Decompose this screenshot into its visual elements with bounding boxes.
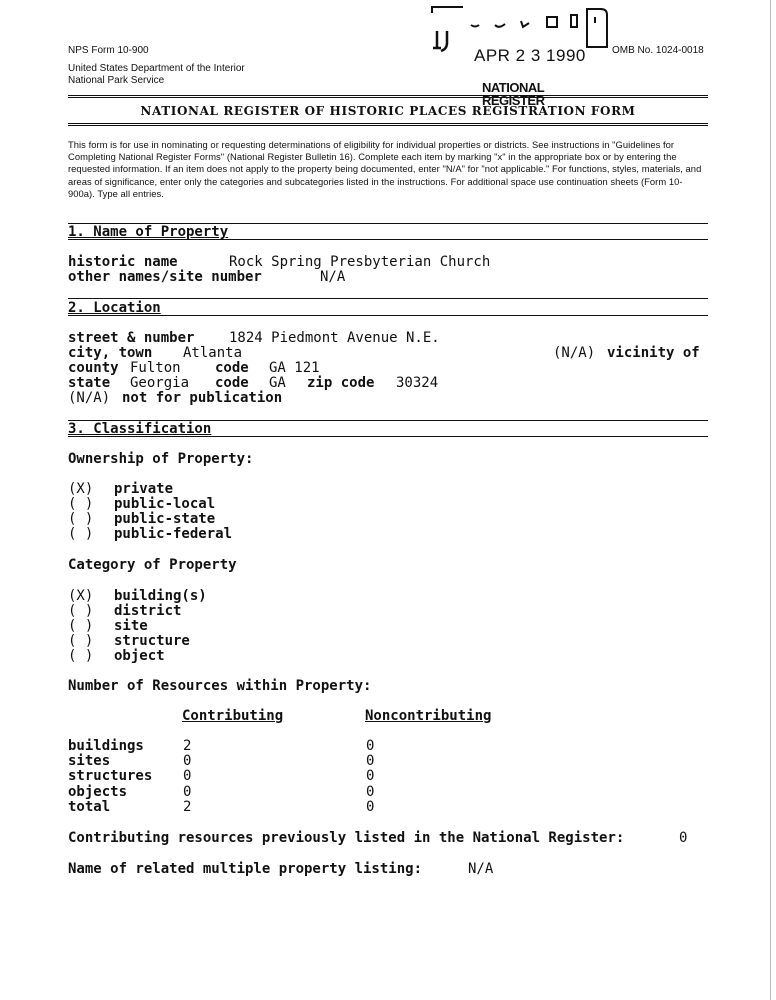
state-code-label: code <box>215 375 249 391</box>
historic-name-label: historic name <box>68 254 178 270</box>
stamp-national: NATIONAL <box>482 80 545 95</box>
category-mark: ( ) <box>68 618 94 634</box>
related-listing-value: N/A <box>468 861 494 877</box>
section-2-heading: 2. Location <box>68 300 161 316</box>
service-name: National Park Service <box>68 75 165 86</box>
zip-label: zip code <box>307 375 375 391</box>
stamp-date: APR 2 3 1990 <box>474 46 586 65</box>
ownership-mark: (X) <box>68 481 94 497</box>
resource-noncontributing-count: 0 <box>366 738 375 754</box>
ownership-label: Ownership of Property: <box>68 451 254 467</box>
resource-contributing-count: 2 <box>183 738 192 754</box>
category-mark: ( ) <box>68 633 94 649</box>
resources-label: Number of Resources within Property: <box>68 678 372 694</box>
state-label: state <box>68 375 111 391</box>
street-value: 1824 Piedmont Avenue N.E. <box>229 330 440 346</box>
historic-name-value: Rock Spring Presbyterian Church <box>229 254 491 270</box>
form-title: NATIONAL REGISTER OF HISTORIC PLACES REGISTRATION FORM <box>140 104 636 118</box>
city-value: Atlanta <box>183 345 243 361</box>
category-option: structure <box>114 633 190 649</box>
scan-edge <box>770 0 771 1000</box>
resource-row-label: total <box>68 799 111 815</box>
ownership-option: public-state <box>114 511 216 527</box>
vicinity-label: vicinity of <box>607 345 700 361</box>
county-value: Fulton <box>130 360 181 376</box>
section-rule <box>68 298 708 299</box>
noncontributing-column-header: Noncontributing <box>365 708 492 724</box>
previously-listed-value: 0 <box>679 830 688 846</box>
resource-row-label: objects <box>68 784 128 800</box>
section-rule <box>68 436 708 437</box>
form-number: NPS Form 10-900 <box>68 45 149 56</box>
category-option: site <box>114 618 148 634</box>
ownership-mark: ( ) <box>68 511 94 527</box>
category-option: object <box>114 648 165 664</box>
resource-row-label: buildings <box>68 738 144 754</box>
state-value: Georgia <box>130 375 190 391</box>
other-names-value: N/A <box>320 269 346 285</box>
related-listing-label: Name of related multiple property listing: <box>68 861 423 877</box>
resource-contributing-count: 0 <box>183 768 192 784</box>
previously-listed-label: Contributing resources previously listed in the National Register: <box>68 830 625 846</box>
publication-label: not for publication <box>122 390 283 406</box>
category-option: district <box>114 603 182 619</box>
section-rule <box>68 239 708 240</box>
resource-row-label: sites <box>68 753 111 769</box>
resource-row-label: structures <box>68 768 153 784</box>
ownership-mark: ( ) <box>68 496 94 512</box>
ownership-option: public-federal <box>114 526 233 542</box>
category-option: building(s) <box>114 588 207 604</box>
title-rule-top <box>68 95 708 98</box>
title-rule-bottom <box>68 123 708 126</box>
ownership-mark: ( ) <box>68 526 94 542</box>
category-mark: (X) <box>68 588 94 604</box>
department-name: United States Department of the Interior <box>68 63 245 74</box>
resource-noncontributing-count: 0 <box>366 753 375 769</box>
section-3-heading: 3. Classification <box>68 421 212 437</box>
street-label: street & number <box>68 330 195 346</box>
category-label: Category of Property <box>68 557 237 573</box>
ownership-option: public-local <box>114 496 216 512</box>
ownership-option: private <box>114 481 174 497</box>
zip-value: 30324 <box>396 375 439 391</box>
resource-contributing-count: 2 <box>183 799 192 815</box>
resource-noncontributing-count: 0 <box>366 768 375 784</box>
omb-number: OMB No. 1024-0018 <box>612 45 704 56</box>
resource-noncontributing-count: 0 <box>366 784 375 800</box>
vicinity-mark: (N/A) <box>553 345 596 361</box>
county-code-label: code <box>215 360 249 376</box>
contributing-column-header: Contributing <box>182 708 284 724</box>
section-rule <box>68 315 708 316</box>
resource-noncontributing-count: 0 <box>366 799 375 815</box>
other-names-label: other names/site number <box>68 269 262 285</box>
category-mark: ( ) <box>68 648 94 664</box>
category-mark: ( ) <box>68 603 94 619</box>
resource-contributing-count: 0 <box>183 753 192 769</box>
publication-mark: (N/A) <box>68 390 111 406</box>
section-1-heading: 1. Name of Property <box>68 224 229 240</box>
stamp-register: REGISTER <box>482 93 545 108</box>
county-label: county <box>68 360 119 376</box>
state-code-value: GA <box>269 375 286 391</box>
instructions-paragraph: This form is for use in nominating or requesting determinations of eligibility for individual properties or districts. See instructions in "Guidelines for Completing National Register Forms" (National Register Bulletin 16). Complete each item by marking "x" in the appropriate box or by entering the requested information. If an item does not apply to the property being documented, enter "N/A" for "not applicable." For functions, styles, materials, and areas of significance, enter only the categories and subcategories listed in the instructions. For additional space use continuation sheets (Form 10-900a). Type all entries. <box>68 139 702 199</box>
county-code-value: GA 121 <box>269 360 320 376</box>
city-label: city, town <box>68 345 153 361</box>
resource-contributing-count: 0 <box>183 784 192 800</box>
